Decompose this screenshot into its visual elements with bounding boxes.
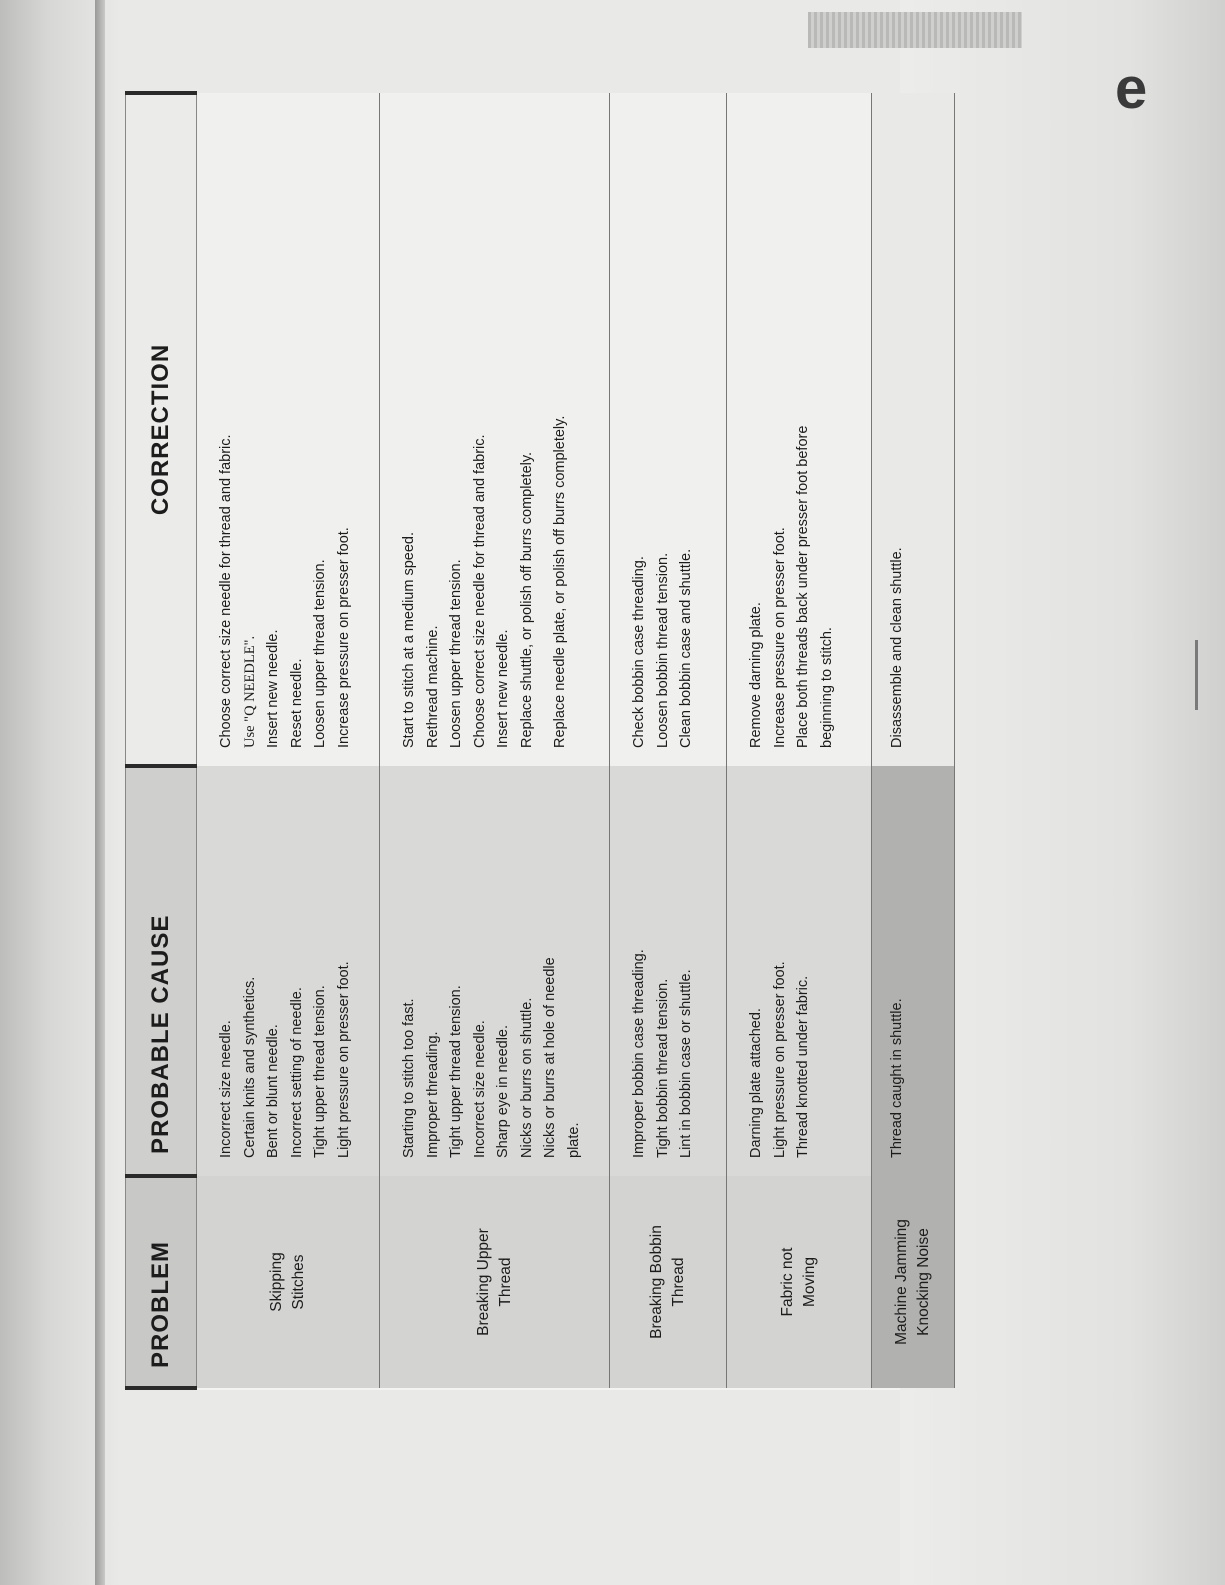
cause-line: Bent or blunt needle.	[265, 1024, 281, 1158]
header-probable-cause: PROBABLE CAUSE	[126, 766, 197, 1176]
correction-cell	[610, 93, 727, 766]
cause-line: Starting to stitch too fast.	[401, 998, 417, 1158]
cause-line: Incorrect size needle.	[218, 1020, 234, 1158]
cause-line: Thread caught in shuttle.	[889, 998, 905, 1158]
cause-cell	[380, 766, 610, 1176]
problem-line: Machine Jamming	[893, 1219, 910, 1345]
correction-cell	[872, 93, 955, 766]
binding-shadow	[95, 0, 105, 1585]
cause-line: Tight upper thread tension.	[312, 985, 328, 1158]
cause-line: Darning plate attached.	[748, 1008, 764, 1158]
line-spacer	[539, 105, 549, 748]
library-stamp	[808, 12, 1022, 48]
cause-line: Nicks or burrs at hole of needle	[542, 957, 558, 1158]
problem-line: Stitches	[290, 1254, 307, 1310]
cause-line: plate.	[565, 1122, 582, 1158]
correction-line: Replace shuttle, or polish off burrs completely.	[518, 451, 535, 748]
header-problem: PROBLEM	[126, 1176, 197, 1388]
rotated-content	[125, 95, 932, 1390]
correction-line: Insert new needle.	[495, 629, 511, 748]
header-correction: CORRECTION	[126, 93, 197, 766]
table-row	[197, 93, 380, 1388]
cause-cell	[727, 766, 872, 1176]
correction-line: Clean bobbin case and shuttle.	[678, 548, 694, 748]
table-row	[872, 93, 955, 1388]
problem-cell	[727, 1176, 872, 1388]
correction-line: Insert new needle.	[265, 629, 281, 748]
correction-line: Start to stitch at a medium speed.	[401, 532, 417, 748]
problem-line: Breaking Bobbin	[648, 1225, 665, 1339]
correction-line: Increase pressure on presser foot.	[335, 527, 352, 748]
cause-cell	[197, 766, 380, 1176]
cause-line: Nicks or burrs on shuttle.	[518, 997, 535, 1158]
cause-line: Sharp eye in needle.	[495, 1024, 511, 1158]
correction-line: Reset needle.	[288, 658, 305, 748]
cause-line: Thread knotted under fabric.	[795, 975, 811, 1158]
table-row	[380, 93, 610, 1388]
correction-line: Place both threads back under presser foot before	[795, 425, 811, 748]
table-row	[727, 93, 872, 1388]
troubleshooting-page	[125, 95, 932, 1390]
cause-line: Incorrect size needle.	[471, 1020, 488, 1158]
correction-line: Loosen upper thread tension.	[448, 559, 464, 748]
correction-line: Use "Q NEEDLE".	[241, 635, 258, 748]
cause-line: Light pressure on presser foot.	[335, 961, 352, 1158]
cause-line: Incorrect setting of needle.	[288, 987, 305, 1158]
cause-line: Lint in bobbin case or shuttle.	[678, 969, 694, 1158]
correction-line: Disassemble and clean shuttle.	[889, 547, 905, 748]
problem-cell	[610, 1176, 727, 1388]
edge-text-fragment: e	[1115, 56, 1148, 121]
correction-cell	[727, 93, 872, 766]
cause-cell	[610, 766, 727, 1176]
problem-line: Thread	[496, 1257, 514, 1307]
cause-line: Certain knits and synthetics.	[241, 976, 258, 1158]
problem-line: Breaking Upper	[474, 1228, 492, 1336]
correction-line: Loosen upper thread tension.	[312, 559, 328, 748]
correction-cell	[380, 93, 610, 766]
problem-line: Moving	[801, 1257, 818, 1307]
problem-line: Skipping	[268, 1252, 285, 1312]
cause-line: Improper bobbin case threading.	[631, 949, 647, 1158]
cause-line: Improper threading.	[424, 1031, 441, 1158]
correction-line: Rethread machine.	[424, 625, 441, 748]
correction-line: Choose correct size needle for thread and fabric.	[218, 434, 234, 748]
correction-line: Replace needle plate, or polish off burrs completely.	[552, 415, 568, 748]
correction-line: beginning to stitch.	[818, 627, 835, 748]
problem-cell	[380, 1176, 610, 1388]
cause-line: Tight bobbin thread tension.	[654, 978, 671, 1158]
cause-line: Tight upper thread tension.	[448, 985, 464, 1158]
table-row	[610, 93, 727, 1388]
correction-cell	[197, 93, 380, 766]
correction-line: Loosen bobbin thread tension.	[654, 552, 671, 748]
header-row	[126, 93, 197, 1388]
cause-cell	[872, 766, 955, 1176]
cause-line: Light pressure on presser foot.	[771, 961, 788, 1158]
correction-line: Check bobbin case threading.	[631, 556, 647, 748]
problem-line: Thread	[670, 1257, 687, 1307]
problem-cell	[197, 1176, 380, 1388]
problem-cell	[872, 1176, 955, 1388]
correction-line: Remove darning plate.	[748, 602, 764, 748]
correction-line: Increase pressure on presser foot.	[771, 527, 788, 748]
problem-line: Fabric not	[779, 1247, 796, 1317]
margin-mark	[1195, 640, 1198, 710]
correction-line: Choose correct size needle for thread and fabric.	[471, 434, 488, 748]
troubleshooting-table	[125, 91, 955, 1390]
problem-line: Knocking Noise	[915, 1228, 932, 1336]
